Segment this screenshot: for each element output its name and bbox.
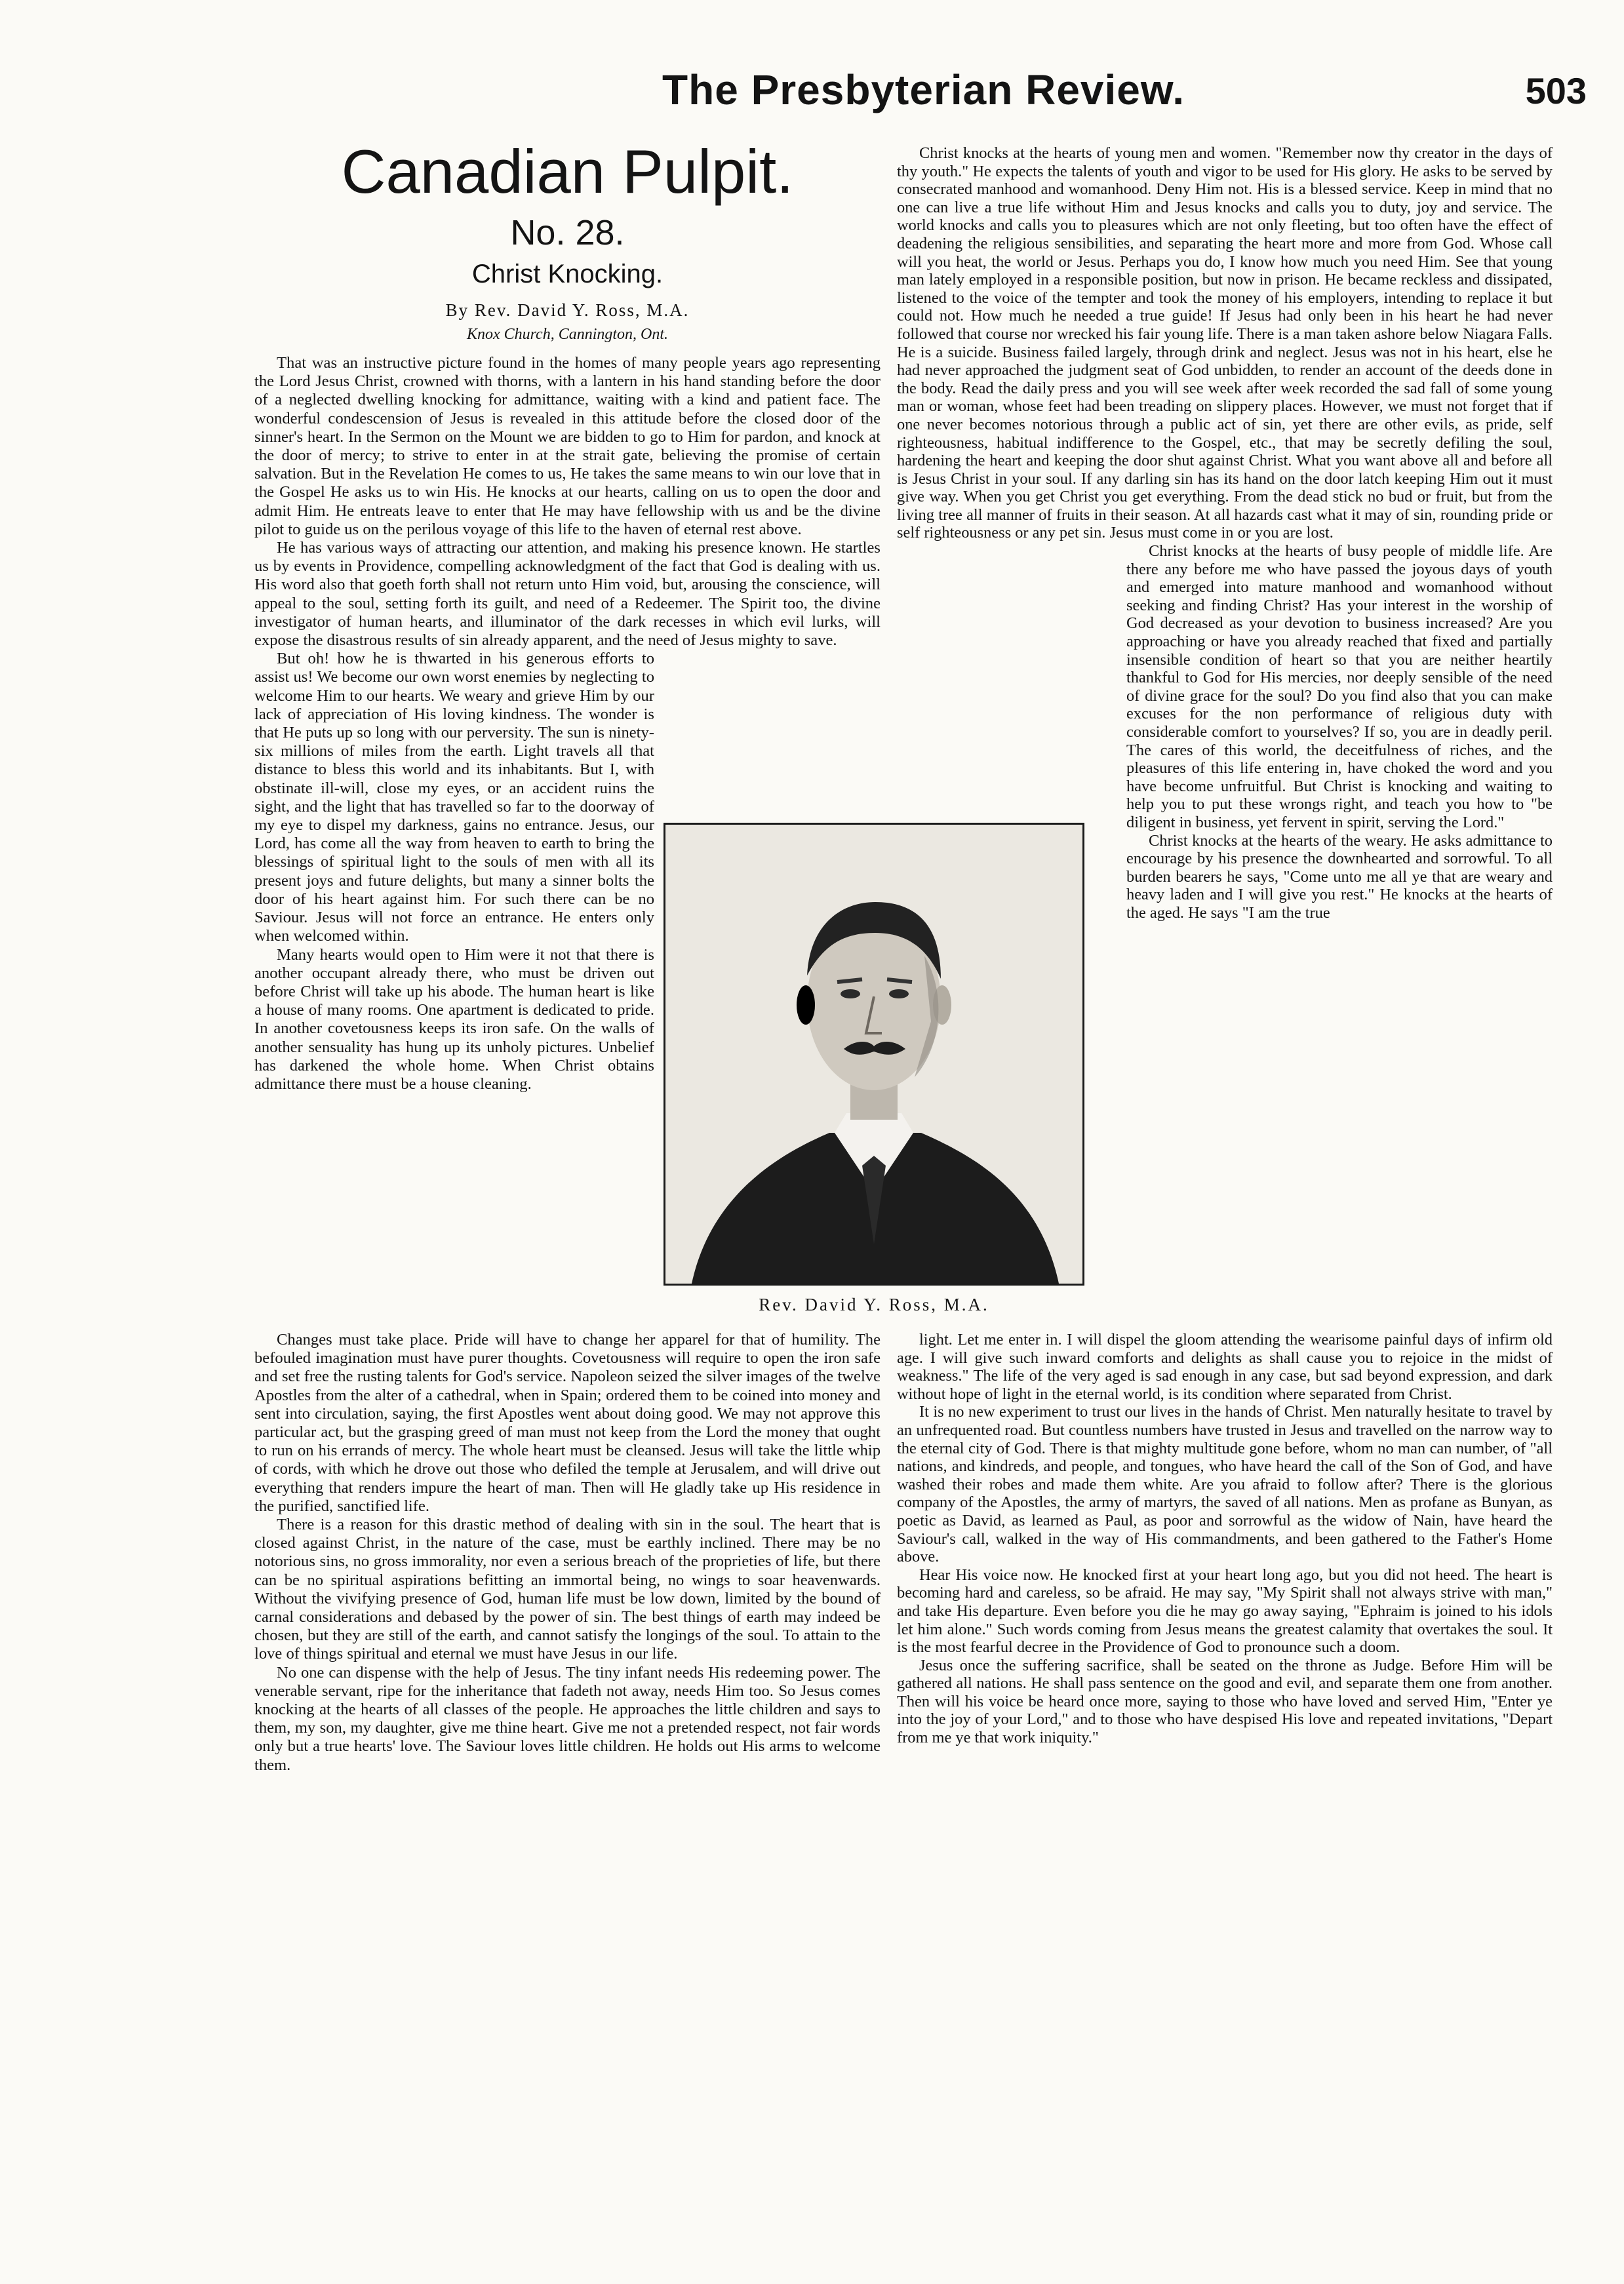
right-lower-text bbox=[897, 1331, 1553, 1747]
portrait-image bbox=[663, 823, 1084, 1286]
paragraph: That was an instructive picture found in the homes of many people years ago representing the Lord Jesus Christ, crowned with thorns, with a lantern in his hand standing before the door of a neglected dwelling knocking for admittance, waiting with a kind and patient face. The wonderful condescension of Jesus is revealed in this attitude before the closed door of the sinner's heart. In the Sermon on the Mount we are bidden to go to Him for pardon, and knock at the door of mercy; to strive to enter in at the strait gate, believing the promise of certain salvation. But in the Revelation He comes to us, He takes the same means to win our love that in the Gospel He asks us to win His. He knocks at our hearts, calling on us to open the door and admit Him. He entreats leave to enter that He may have fellowship with us and be the divine pilot to guide us on the perilous voyage of this life to the haven of eternal rest above. bbox=[254, 354, 881, 538]
paragraph: There is a reason for this drastic method of dealing with sin in the soul. The heart that is closed against Christ, in the nature of the case, must be earthly inclined. There may be no notorious sins, no gross immorality, nor even a serious breach of the proprieties of life, but there can be no spiritual aspirations befitting an immortal being, no wings to soar heavenwards. Without the vivifying presence of God, human life must be low down, limited by the bound of carnal considerations and debased by the power of sin. The best things of earth may indeed be chosen, but they are still of the earth, and cannot satisfy the longings of the soul. To attain to the love of things spiritual and eternal we must have Jesus in our life. bbox=[254, 1516, 881, 1663]
page-number: 503 bbox=[1525, 70, 1587, 111]
right-lower-column bbox=[897, 1331, 1553, 1747]
article-heading bbox=[254, 138, 881, 345]
right-narrow-text bbox=[1126, 542, 1553, 922]
paragraph: No one can dispense with the help of Jesus. The tiny infant needs His redeeming power. The venerable servant, ripe for the inheritance that fadeth not away, needs Him too. So Jesus comes knocking at the hearts of all classes of the people. He approaches the little children and says to them, my son, my daughter, give me thine heart. Give me not a pretended respect, not fair words only but a true hearts' love. The Saviour loves little children. He holds out His arms to welcome them. bbox=[254, 1663, 881, 1774]
church-line: Knox Church, Cannington, Ont. bbox=[466, 326, 669, 343]
right-body-text bbox=[897, 144, 1553, 542]
running-title: The Presbyterian Review. bbox=[662, 66, 1185, 113]
page-header bbox=[662, 66, 1587, 138]
paragraph: It is no new experiment to trust our lives in the hands of Christ. Men naturally hesitate to travel by an unfrequented road. But countless numbers have trusted in Jesus and travelled on the narrow way to the eternal city of God. There is that mighty multitude gone before, whom no man can number, of "all nations, and kindreds, and people, and tongues, who have heard the call of the Son of God, and have washed their robes and made them white. Are you afraid to follow after? There is the glorious company of the Apostles, the army of martyrs, the saved of all nations. Men as profane as Bunyan, as poetic as David, as learned as Paul, as poor and sorrowful as the widow of Nain, have heard the Saviour's call, walked in the way of His commandments, and been gathered to the Father's Home above. bbox=[897, 1403, 1553, 1566]
paragraph: Changes must take place. Pride will have to change her apparel for that of humility. The befouled imagination must have purer thoughts. Covetousness will require to open the iron safe and set free the rusting talents for God's service. Napoleon seized the silver images of the twelve Apostles from the alter of a cathedral, when in Spain; ordered them to be coined into money and sent into circulation, saying, the first Apostles went about doing good. We may not approve this particular act, but the grasping greed of man must not keep from the Lord the money that ought to run on his errands of mercy. The whole heart must be cleansed. Jesus will take the little whip of cords, with which he drove out those who defiled the temple at Jerusalem, and will drive out everything that renders impure the heart of man. Then will He gladly take up His residence in the purified, sanctified life. bbox=[254, 1331, 881, 1515]
left-narrow-text bbox=[254, 650, 654, 1093]
paragraph: But oh! how he is thwarted in his generous efforts to assist us! We become our own worst enemies by neglecting to welcome Him to our hearts. We weary and grieve Him by our lack of appreciation of His loving kindness. The wonder is that He puts up so long with our perversity. The sun is ninety-six millions of miles from the earth. Light travels all that distance to bless this world and its inhabitants. But I, with obstinate ill-will, close my eyes, or an accident ruins the sight, and the light that has travelled so far to the doorway of my eye to dispel my darkness, gains no entrance. Jesus, our Lord, has come all the way from heaven to earth to bring the blessings of spiritual light to the souls of men with all its present joys and future delights, but many a sinner bolts the door of his heart against him. For such there can be no Saviour. Jesus will not force an entrance. He enters only when welcomed within. bbox=[254, 650, 654, 945]
series-title: Canadian Pulpit. bbox=[341, 137, 794, 206]
left-lower-text bbox=[254, 1331, 881, 1775]
left-body-text bbox=[254, 354, 881, 650]
paragraph: Christ knocks at the hearts of young men and women. "Remember now thy creator in the days of thy youth." He expects the talents of youth and vigor to be used for His glory. He asks to be served by consecrated manhood and womanhood. Deny Him not. His is a blessed service. Keep in mind that no one can live a true life without Him and Jesus knocks and calls you to duty, joy and service. The world knocks and calls you to pleasures which are not only fleeting, but too often have the effect of deadening the religious sensibilities, and separating the heart more and more from God. Whose call will you heat, the world or Jesus. Perhaps you do, I know how much you need Him. See that young man lately employed in a responsible position, but now in prison. He became reckless and dissipated, listened to the voice of the tempter and took the money of his employers, intending to replace it but could not. How much he needed a true guide! If Jesus had only been in his heart he had never followed that course nor wrecked his fair young life. There is a man taken ashore below Niagara Falls. He is a suicide. Business failed largely, through drink and neglect. Jesus was not in his heart, else he had never approached the judgment seat of God unbidden, to render an account of the deeds done in the body. Read the daily press and you will see week after week recorded the sad fall of some young man or woman, whose feet had been treading on slippery places. However, we must not forget that if one never becomes notorious through a public act of sin, yet there are other evils, as pride, self righteousness, habitual indifference to the Gospel, etc., that may be secretly defiling the soul, hardening the heart and keeping the door shut against Christ. What you want above all and before all is Jesus Christ in your soul. If any darling sin has its hand on the door latch keeping Him out it must give way. When you get Christ you get everything. From the dead stick no bud or fruit, but from the living tree all manner of fruits in their season. At all hazards cast what it may of sin, rounding pride or self righteousness or any pet sin. Jesus must come in or you are lost. bbox=[897, 144, 1553, 542]
paragraph: Christ knocks at the hearts of busy people of middle life. Are there any before me who have passed the joyous days of youth and emerged into mature manhood and womanhood without seeking and finding Christ? Has your interest in the worship of God decreased as your devotion to business increased? Are you approaching or have you already reached that fixed and partially insensible condition of heart so that you are neither heartily thankful to God for His mercies, nor deeply sensible of the need of divine grace for the soul? Do you find also that you can make excuses for the non performance of religious duty with considerable comfort to yourselves? If so, you are in deadly peril. The cares of this world, the deceitfulness of riches, and the pleasures of this life entering in, have choked the word and you have become unfruitful. But Christ is knocking and waiting to help you to put these wrongs right, and teach you how to "be diligent in business, yet fervent in spirit, serving the Lord." bbox=[1126, 542, 1553, 831]
portrait-caption: Rev. David Y. Ross, M.A. bbox=[759, 1295, 989, 1314]
paragraph: Hear His voice now. He knocked first at your heart long ago, but you did not heed. The heart is becoming hard and careless, so be afraid. He may say, "My Spirit shall not always strive with man," and take His departure. Even before you die he may go away saying, "Ephraim is joined to his idols let him alone." Such words coming from Jesus means the greatest calamity that overtakes the soul. It is the most fearful decree in the Providence of God to pronounce such a doom. bbox=[897, 1565, 1553, 1657]
left-lower-column bbox=[254, 1331, 881, 1775]
portrait-figure bbox=[663, 823, 1084, 1321]
byline: By Rev. David Y. Ross, M.A. bbox=[445, 300, 690, 320]
paragraph: Many hearts would open to Him were it not that there is another occupant already there, who must be driven out before Christ will take up his abode. The human heart is like a house of many rooms. One apartment is dedicated to pride. In another covetousness keeps its iron safe. On the walls of another sensuality has hung up its unholy pictures. Unbelief has darkened the whole home. When Christ obtains admittance there must be a house cleaning. bbox=[254, 945, 654, 1093]
paragraph: Jesus once the suffering sacrifice, shall be seated on the throne as Judge. Before Him will be gathered all nations. He shall pass sentence on the good and evil, and separate them one from another. Then will his voice be heard once more, saying to those who have loved and served Him, "Enter ye into the joy of your Lord," and to those who have despised His love and repeated invitations, "Depart from me ye that work iniquity." bbox=[897, 1656, 1553, 1747]
paragraph: Christ knocks at the hearts of the weary. He asks admittance to encourage by his presence the downhearted and sorrowful. To all burden bearers he says, "Come unto me all ye that are weary and heavy laden and I will give you rest." He knocks at the hearts of the aged. He says "I am the true bbox=[1126, 831, 1553, 922]
sermon-title: Christ Knocking. bbox=[471, 260, 663, 288]
paragraph: He has various ways of attracting our attention, and making his presence known. He startles us by events in Providence, compelling acknowledgment of the fact that God is dealing with us. His word also that goeth forth shall not return unto Him void, but, arousing the conscience, will appeal to the soul, setting forth its guilt, and need of a Redeemer. The Spirit too, the divine investigator of human hearts, and illuminator of the dark recesses in which evil lurks, will expose the disastrous results of sin already apparent, and the need of Jesus mighty to save. bbox=[254, 539, 881, 650]
issue-number: No. 28. bbox=[510, 213, 625, 252]
portrait-engraving bbox=[665, 825, 1082, 1284]
paragraph: light. Let me enter in. I will dispel the gloom attending the wearisome painful days of infirm old age. I will give such inward comforts and delights as shall cause you to rejoice in the midst of weakness." The life of the very aged is sad enough in any case, but sad beyond expression, and dark without hope of light in the eternal world, is its condition where separated from Christ. bbox=[897, 1331, 1553, 1403]
right-column bbox=[897, 144, 1553, 922]
